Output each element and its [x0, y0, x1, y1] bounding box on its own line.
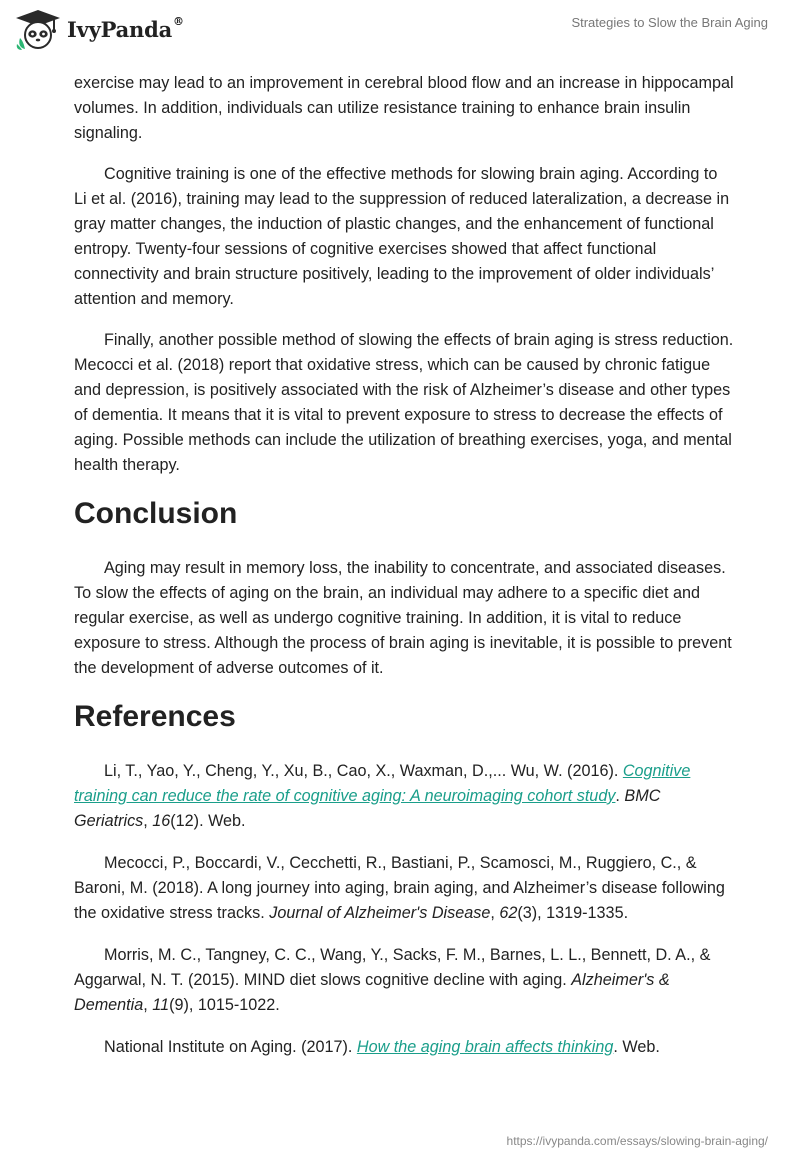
reference-mecocci-2018: Mecocci, P., Boccardi, V., Cecchetti, R., Bastiani, P., Scamosci, M., Ruggiero, C., & Baroni, M. (2018). A long journey into aging, brain aging, and Alzheimer’s disease following the oxidative stress tracks. Journal of Alzheimer's Disease, 62(3), 1319-1335.: [74, 854, 725, 922]
reference-nia-2017: National Institute on Aging. (2017). How the aging brain affects thinking. Web.: [104, 1038, 660, 1056]
paragraph-stress-reduction: Finally, another possible method of slowing the effects of brain aging is stress reduction. Mecocci et al. (2018) report that oxidative stress, which can be caused by chronic fatigue and depression, is positively associated with the risk of Alzheimer’s disease and other types of dementia. It means that it is vital to prevent exposure to stress to decrease the effects of aging. Possible methods can include the utilization of breathing exercises, yoga, and mental health therapy.: [74, 331, 734, 474]
references-heading: References: [74, 700, 236, 733]
panda-graduate-icon: [14, 8, 62, 50]
reference-link-cognitive-training[interactable]: Cognitive training can reduce the rate of cognitive aging: A neuroimaging cohort study: [74, 762, 691, 805]
brand-logo[interactable]: [14, 8, 184, 50]
conclusion-heading: Conclusion: [74, 497, 238, 530]
conclusion-paragraph: Aging may result in memory loss, the inability to concentrate, and associated diseases. To slow the effects of aging on the brain, an individual may adhere to a specific diet and regular exercise, as well as undergo cognitive training. In addition, it is vital to reduce exposure to stress. Although the process of brain aging is inevitable, it is possible to prevent the development of adverse outcomes of it.: [74, 559, 732, 677]
brand-name: IvyPanda®: [67, 14, 184, 42]
reference-li-2016: Li, T., Yao, Y., Cheng, Y., Xu, B., Cao, X., Waxman, D.,... Wu, W. (2016). Cognitive training can reduce the rate of cognitive aging: A neuroimaging cohort study. BMC Geriatrics, 16(12). Web.: [74, 762, 691, 830]
reference-link-aging-brain[interactable]: How the aging brain affects thinking: [356, 1038, 614, 1056]
essay-body: [74, 71, 734, 1077]
source-url[interactable]: https://ivypanda.com/essays/slowing-brain-aging/: [506, 1134, 768, 1148]
paragraph-exercise-continued: exercise may lead to an improvement in cerebral blood flow and an increase in hippocampal volumes. In addition, individuals can utilize resistance training to enhance brain insulin signaling.: [74, 74, 734, 142]
paragraph-cognitive-training: Cognitive training is one of the effective methods for slowing brain aging. According to Li et al. (2016), training may lead to the suppression of reduced lateralization, a decrease in gray matter changes, the induction of plastic changes, and the enhancement of functional entropy. Twenty-four sessions of cognitive exercises showed that affect functional connectivity and brain structure positively, leading to the improvement of older individuals’ attention and memory.: [74, 165, 730, 308]
reference-morris-2015: Morris, M. C., Tangney, C. C., Wang, Y., Sacks, F. M., Barnes, L. L., Bennett, D. A., & Aggarwal, N. T. (2015). MIND diet slows cognitive decline with aging. Alzheimer's & Dementia, 11(9), 1015-1022.: [74, 946, 711, 1014]
page-header: [0, 0, 800, 70]
document-title: Strategies to Slow the Brain Aging: [571, 15, 768, 30]
